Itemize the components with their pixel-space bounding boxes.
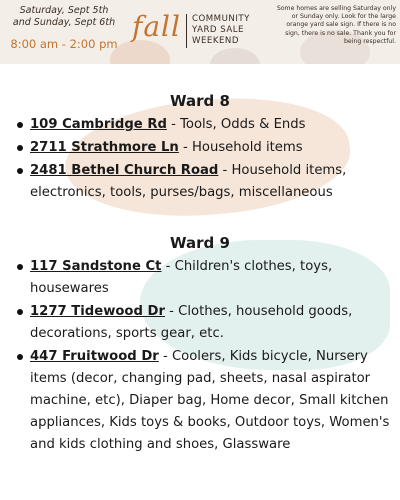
address-link[interactable]: 117 Sandstone Ct — [30, 259, 162, 274]
ward-list — [0, 256, 400, 456]
list-item — [30, 256, 392, 300]
header-divider — [186, 14, 187, 48]
address-link[interactable]: 2481 Bethel Church Road — [30, 163, 219, 178]
ward-title: Ward 8 — [170, 92, 230, 110]
item-description: - Tools, Odds & Ends — [166, 117, 306, 132]
event-dates — [6, 5, 122, 29]
item-description: - Children's clothes, toys, housewares — [30, 259, 333, 296]
list-item — [30, 160, 392, 204]
list-item — [30, 137, 392, 159]
ward-section-8 — [0, 92, 400, 204]
event-name — [192, 14, 268, 47]
date-line-2: and Sunday, Sept 6th — [12, 17, 116, 28]
ward-list — [0, 114, 400, 204]
address-link[interactable]: 109 Cambridge Rd — [30, 117, 167, 132]
item-description: - Clothes, household goods, decorations, sports gear, etc. — [30, 304, 353, 341]
address-link[interactable]: 2711 Strathmore Ln — [30, 140, 179, 155]
event-time: 8:00 am - 2:00 pm — [10, 37, 118, 51]
item-description: - Household items — [178, 140, 303, 155]
fall-wordmark: fall — [132, 10, 181, 43]
header-banner — [0, 0, 400, 64]
list-item — [30, 346, 392, 456]
ward-title: Ward 9 — [170, 234, 230, 252]
event-line-1: COMMUNITY — [192, 14, 250, 24]
address-link[interactable]: 1277 Tidewood Dr — [30, 304, 165, 319]
decorative-shape — [210, 48, 260, 64]
address-link[interactable]: 447 Fruitwood Dr — [30, 349, 159, 364]
event-line-3: WEEKEND — [192, 36, 239, 46]
item-description: - Coolers, Kids bicycle, Nursery items (decor, changing pad, sheets, nasal aspirator machine, etc), Diaper bag, Home decor, Small kitchen appliances, Kids toys & books, Outdoor toys, Women's and kids clothing and shoes, Glassware — [30, 349, 390, 452]
date-line-1: Saturday, Sept 5th — [19, 5, 109, 16]
listing-content — [0, 82, 400, 457]
ward-section-9 — [0, 234, 400, 456]
list-item — [30, 114, 392, 136]
event-line-2: YARD SALE — [192, 25, 244, 35]
header-note: Some homes are selling Saturday only or Sunday only. Look for the large orange yard sale sign. If there is no sign, there is no sale. Thank you for being respectful. — [276, 5, 396, 45]
item-description: - Household items, electronics, tools, purses/bags, miscellaneous — [30, 163, 347, 200]
list-item — [30, 301, 392, 345]
